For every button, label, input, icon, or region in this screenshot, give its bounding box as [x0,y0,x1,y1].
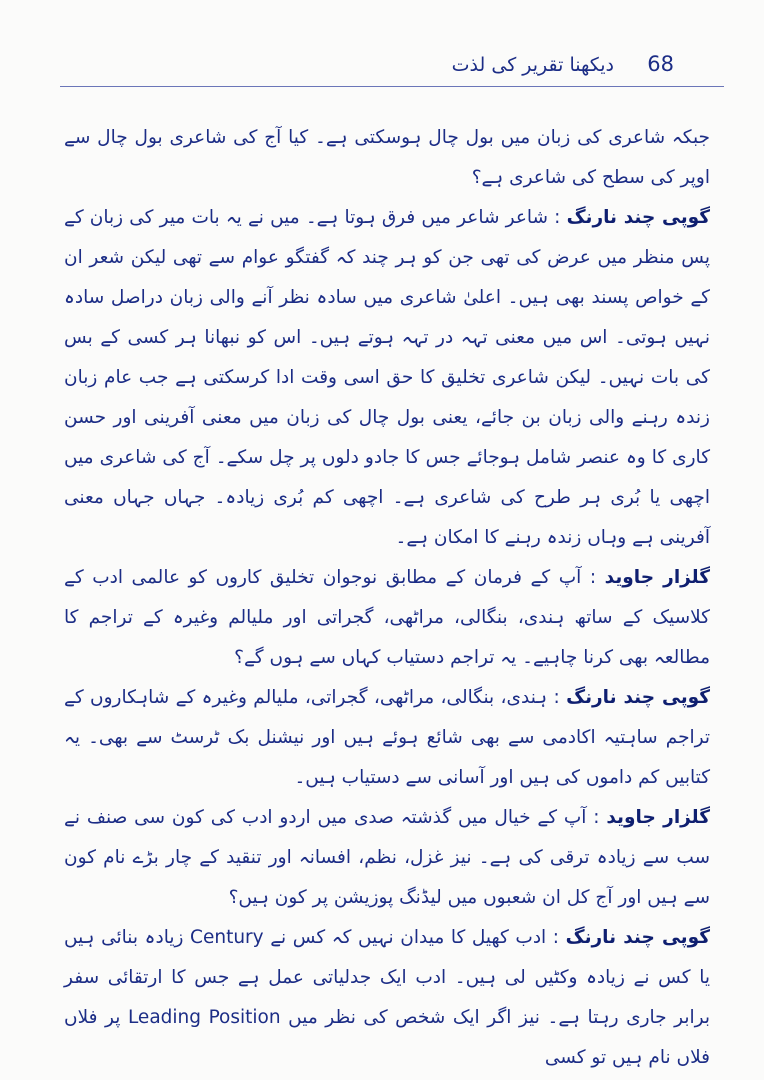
header-divider [60,86,724,87]
page-number: 68 [647,52,674,76]
speaker-colon: : [581,567,605,588]
speaker-colon: : [546,927,566,948]
paragraph-text: آپ کے فرمان کے مطابق نوجوان تخلیق کاروں کو عالمی ادب کے کلاسیک کے ساتھ ہندی، بنگالی، مراٹھی، گجراتی اور ملیالم وغیرہ کے تراجم کا مطالعہ بھی کرنا چاہیے۔ یہ تراجم دستیاب کہاں سے ہوں گے؟ [64,567,710,668]
paragraph-text: ہندی، بنگالی، مراٹھی، گجراتی، ملیالم وغیرہ کے شاہکاروں کے تراجم ساہتیہ اکادمی سے بھی شائع ہوئے ہیں اور نیشنل بک ٹرسٹ سے بھی۔ یہ کتابیں کم داموں کی ہیں اور آسانی سے دستیاب ہیں۔ [64,687,710,788]
paragraph [64,798,710,918]
paragraph [64,678,710,798]
paragraph-text: ادب کھیل کا میدان نہیں کہ کس نے Century زیادہ بنائی ہیں یا کس نے زیادہ وکٹیں لی ہیں۔ ادب ایک جدلیاتی عمل ہے جس کا ارتقائی سفر برابر جاری رہتا ہے۔ نیز اگر ایک شخص کی نظر میں Leading Position پر فلاں فلاں نام ہیں تو کسی [64,927,711,1068]
paragraph-text: شاعر شاعر میں فرق ہوتا ہے۔ میں نے یہ بات میر کی زبان کے پس منظر میں عرض کی تھی جن کو ہر چند کہ گفتگو عوام سے تھی لیکن شعر ان کے خواص پسند بھی ہیں۔ اعلیٰ شاعری میں سادہ نظر آنے والی زبان دراصل سادہ نہیں ہوتی۔ اس میں معنی تہہ در تہہ ہوتے ہیں۔ اس کو نبھانا ہر کسی کے بس کی بات نہیں۔ لیکن شاعری تخلیق کا حق اسی وقت ادا کرسکتی ہے جب عام زبان زندہ رہنے والی زبان بن جائے، یعنی بول چال کی زبان میں معنی آفرینی اور حسن کاری کا وہ عنصر شامل ہوجائے جس کا جادو دلوں پر چل سکے۔ آج کی شاعری میں اچھی یا بُری ہر طرح کی شاعری ہے۔ اچھی کم بُری زیادہ۔ جہاں جہاں معنی آفرینی ہے وہاں زندہ رہنے کا امکان ہے۔ [64,207,710,548]
speaker-colon: : [548,207,567,228]
speaker-name: گوپی چند نارنگ [566,687,711,708]
page-body [64,118,710,1078]
running-title: دیکھنا تقریر کی لذت [451,54,614,76]
paragraph-text: آپ کے خیال میں گذشتہ صدی میں اردو ادب کی کون سی صنف نے سب سے زیادہ ترقی کی ہے۔ نیز غزل، نظم، افسانہ اور تنقید کے چار بڑے نام کون سے ہیں اور آج کل ان شعبوں میں لیڈنگ پوزیشن پر کون ہیں؟ [64,807,710,908]
speaker-name: گلزار جاوید [606,807,710,828]
paragraph [64,118,710,198]
speaker-colon: : [586,807,607,828]
paragraph [64,198,710,558]
speaker-name: گلزار جاوید [604,567,710,588]
paragraph [64,918,710,1078]
speaker-name: گوپی چند نارنگ [566,207,711,228]
paragraph [64,558,710,678]
speaker-name: گوپی چند نارنگ [565,927,710,948]
paragraph-text: جبکہ شاعری کی زبان میں بول چال ہوسکتی ہے۔ کیا آج کی شاعری بول چال سے اوپر کی سطح کی شاعری ہے؟ [64,127,710,188]
speaker-colon: : [547,687,567,708]
